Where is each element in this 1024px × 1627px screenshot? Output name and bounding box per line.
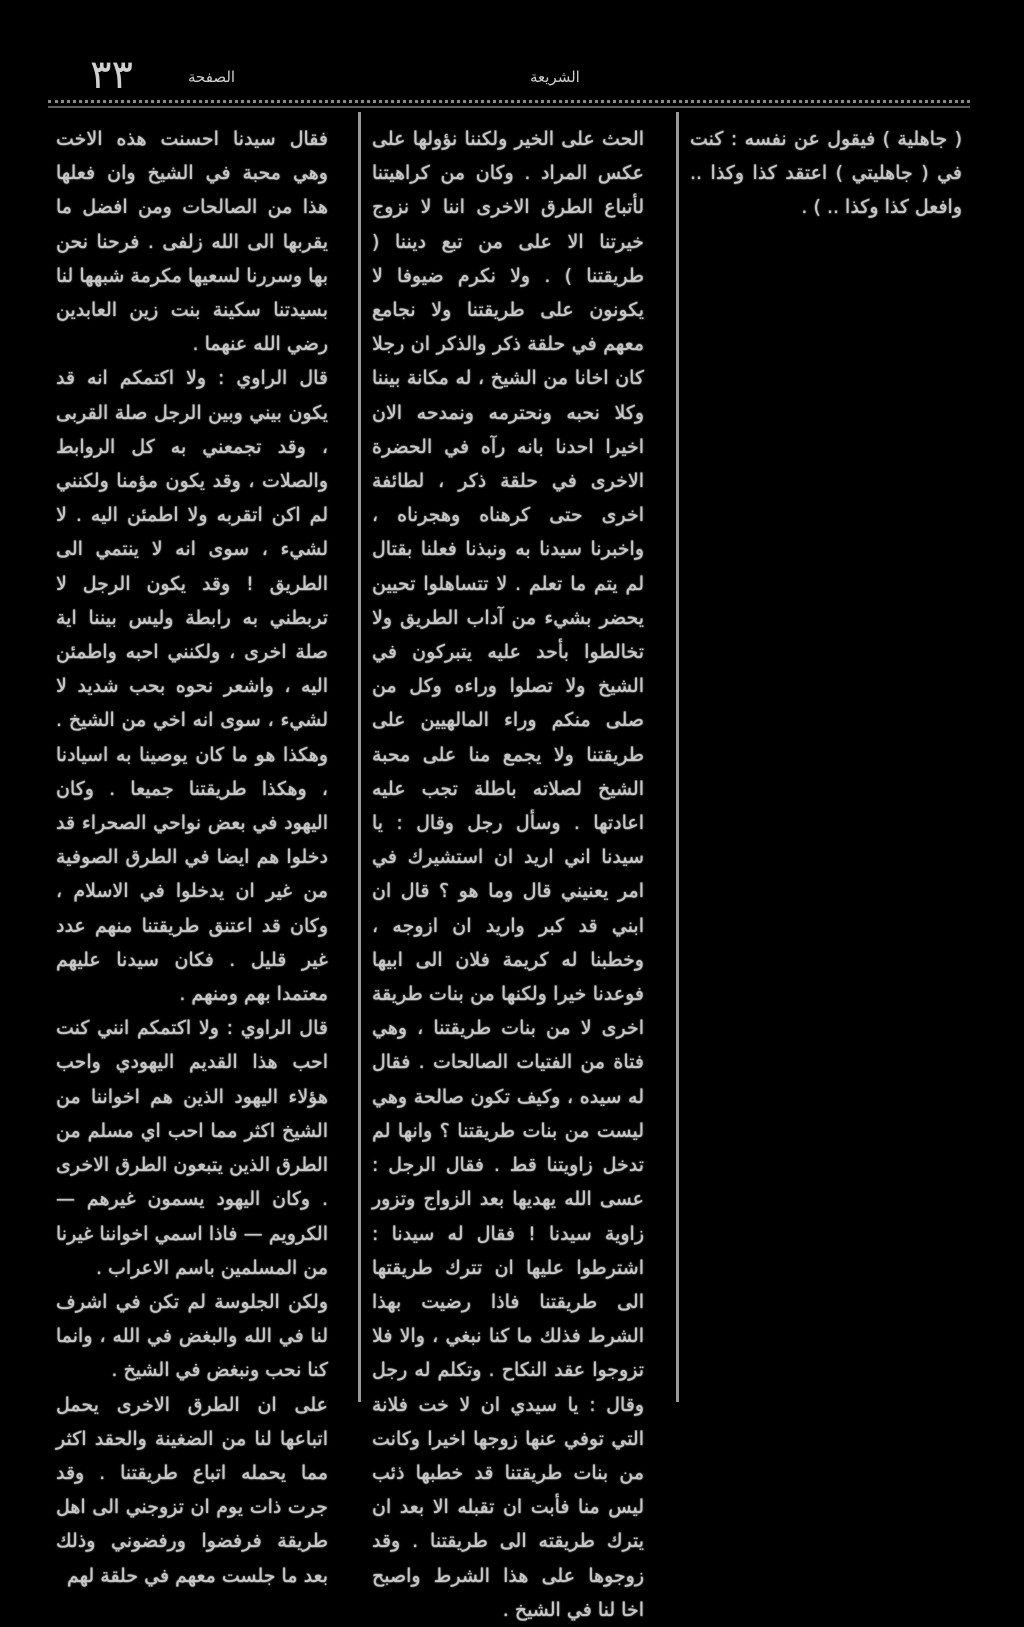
- column-left: [56, 122, 328, 1587]
- page-number: ٣٣: [90, 52, 133, 98]
- header-divider: [48, 100, 970, 103]
- paragraph: ولكن الجلوسة لم تكن في اشرف لنا في الله والبغض في الله ، وانما كنا نحب ونبغض في الشيخ .: [56, 1290, 328, 1382]
- column-divider-right: [676, 112, 679, 1402]
- column-middle: [372, 122, 644, 1621]
- page-header: [60, 52, 970, 98]
- page-number-label: الصفحة: [188, 68, 236, 86]
- running-title: الشريعة: [530, 68, 580, 86]
- paragraph: فقال سيدنا احسنت هذه الاخت وهي محبة في الشيخ وان فعلها هذا من الصالحات ومن افضل ما يقربها الى الله زلفى . فرحنا نحن بها وسررنا لسعيها مكرمة شبهها لنا بسيدتنا سكينة بنت زين العابدين رضي الله عنهما .: [56, 128, 328, 356]
- column-divider-left: [358, 112, 361, 1402]
- column-right: [690, 122, 962, 1412]
- paragraph: ( جاهلية ) فيقول عن نفسه : كنت في ( جاهليتي ) اعتقد كذا وكذا .. وافعل كذا وكذا .. ) .: [690, 128, 962, 219]
- paragraph: قال الراوي : ولا اكتمكم انني كنت احب هذا القديم اليهودي واحب هؤلاء اليهود الذين هم اخواننا من الشيخ اكثر مما احب اي مسلم من الطرق الذين يتبعون الطرق الاخرى . وكان اليهود يسمون غيرهم — الكرويم — فاذا اسمي اخواننا غيرنا من المسلمين باسم الاعراب .: [56, 1017, 328, 1279]
- paragraph: على ان الطرق الاخرى يحمل اتباعها لنا من الضغينة والحقد اكثر مما يحمله اتباع طريقتنا . وقد جرت ذات يوم ان تزوجني الى اهل طريقة فرفضوا ورفضوني وذلك بعد ما جلست معهم في حلقة لهم: [56, 1393, 328, 1587]
- paragraph: قال الراوي : ولا اكتمكم انه قد يكون بيني وبين الرجل صلة القربى ، وقد تجمعني به كل الروابط والصلات ، وقد يكون مؤمنا ولكنني لم اكن اتقربه ولا اطمئن اليه . لا لشيء ، سوى انه لا ينتمي الى الطريق ! وقد يكون الرجل لا تربطني به رابطة وليس بيننا اية صلة اخرى ، ولكنني احبه واطمئن اليه ، واشعر نحوه بحب شديد لا لشيء ، سوى انه اخي من الشيخ . وهكذا هو ما كان يوصينا به اسيادنا ، وهكذا طريقتنا جميعا . وكان اليهود في بعض نواحي الصحراء قد دخلوا هم ايضا في الطرق الصوفية من غير ان يدخلوا في الاسلام ، وكان قد اعتنق طريقتنا منهم عدد غير قليل . فكان سيدنا عليهم معتمدا بهم ومنهم .: [56, 367, 328, 1006]
- header-divider-line: [48, 106, 970, 108]
- paragraph: الحث على الخير ولكننا نؤولها على عكس المراد . وكان من كراهيتنا لأتباع الطرق الاخرى اننا لا نزوج خيرتنا الا على من تبع ديننا ( طريقتنا ) . ولا نكرم ضيوفا لا يكونون على طريقتنا ولا نجامع معهم في حلقة ذكر والذكر ان رجلا كان اخانا من الشيخ ، له مكانة بيننا وكلا نحبه ونحترمه ونمدحه الان اخيرا احدنا بانه رآه في الحضرة الاخرى في حلقة ذكر ، لطائفة اخرى حتى كرهناه وهجرناه ، واخبرنا سيدنا به ونبذنا فعلنا بقتال لم يتم ما تعلم . لا تتساهلوا تحيين يحضر بشيء من آداب الطريق ولا تخالطوا بأحد عليه يتبركون في الشيخ ولا تصلوا وراءه وكل من صلى منكم وراء المالهيين على طريقتنا ولا يجمع منا على محبة الشيخ لصلاته باطلة تجب عليه اعادتها . وسأل رجل وقال : يا سيدنا اني اريد ان استشيرك في امر يعنيني قال وما هو ؟ قال ان ابني قد كبر واريد ان ازوجه ، وخطبنا له كريمة فلان الى ابيها فوعدنا خيرا ولكنها من بنات طريقة اخرى لا من بنات طريقتنا ، وهي فتاة من الفتيات الصالحات . فقال له سيده ، وكيف تكون صالحة وهي ليست من بنات طريقتنا ؟ وانها لم تدخل زاويتنا قط . فقال الرجل : عسى الله يهديها بعد الزواج وتزور زاوية سيدنا ! فقال له سيدنا : اشترطوا عليها ان تترك طريقتها الى طريقتنا فاذا رضيت بهذا الشرط فذلك ما كنا نبغي ، والا فلا تزوجوا عقد النكاح . وتكلم له رجل وقال : يا سيدي ان لا خت فلانة التي توفي عنها زوجها اخيرا وكانت من بنات طريقتنا قد خطبها ذئب ليس منا فأبت ان تقبله الا بعد ان يترك طريقته الى طريقتنا . وقد زوجوها على هذا الشرط واصبح اخا لنا في الشيخ .: [372, 128, 644, 1621]
